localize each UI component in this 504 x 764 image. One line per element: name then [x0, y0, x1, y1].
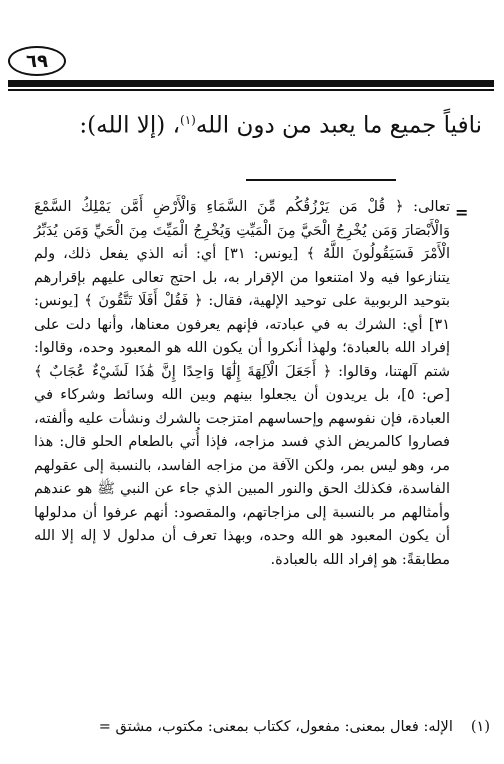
footnote-paragraph: تعالى: ﴿ قُلْ مَن يَرْزُقُكُم مِّنَ السَّمَاءِ وَالْأَرْضِ أَمَّن يَمْلِكُ السَّمْعَ وَالْأَبْصَارَ وَمَن يُخْرِجُ الْحَيَّ مِنَ الْمَيِّتِ وَيُخْرِجُ الْمَيِّتَ مِنَ الْحَيِّ وَمَن يُدَبِّرُ الْأَمْرَ فَسَيَقُولُونَ اللَّهُ ﴾ [يونس: ٣١] أي: أنه الذي يفعل ذلك، ولم يتنازعوا فيه ولا امتنعوا من الإقرار به، بل احتج تعالى عليهم بإقرارهم بتوحيد الربوبية على توحيد الإلهية، فقال: ﴿ فَقُلْ أَفَلَا تَتَّقُونَ ﴾ [يونس: ٣١] أي: الشرك به في عبادته، فإنهم يعرفون معناها، وأنها دلت على إفراد الله بالعبادة؛ ولهذا أنكروا أن يكون الله هو المعبود وحده، وقالوا: شتم آلهتنا، وقالوا: ﴿ أَجَعَلَ الْآلِهَةَ إِلَٰهًا وَاحِدًا إِنَّ هَٰذَا لَشَيْءٌ عُجَابٌ ﴾ [ص: ٥]، بل يريدون أن يجعلوا بينهم وبين الله وسائط وشركاء في العبادة، فإن نفوسهم وإحساسهم امتزجت بالشرك ونشأت عليه وألفته، فصاروا كالمريض الذي فسد مزاجه، فإذا أُتي بالطعام الحلو قال: هذا مر، وهو ليس بمر، ولكن الآفة من مزاجه الفاسد، بالنسبة إلى عقولهم الفاسدة، فكذلك الحق والنور المبين الذي جاء عن النبي ﷺ هو عندهم وأمثالهم مر بالنسبة إلى مزاجاتهم، والمقصود: أنهم عرفوا أن مدلولها أن يكون المعبود هو الله وحده، وبهذا تعرف أن مدلول لا إله إلا الله مطابقةً: هو إفراد الله بالعبادة. — [34, 199, 450, 568]
footnote-two-text: الإله: فعال بمعنى: مفعول، ككتاب بمعنى: مكتوب، مشتق = — [98, 719, 453, 735]
continuation-mark: = — [455, 203, 469, 222]
heading-text-before: نافياً جميع ما يعبد من دون الله — [195, 112, 482, 139]
header-thick-rule — [8, 80, 494, 87]
page-number-badge — [8, 46, 66, 76]
header-thin-rule — [8, 89, 494, 91]
page-number: ٦٩ — [26, 50, 48, 72]
footnote-two — [6, 715, 490, 739]
footnote-separator — [246, 179, 396, 181]
heading-footnote-ref: (١) — [180, 113, 196, 127]
heading-text-after: ، (إلا الله): — [79, 112, 180, 139]
main-heading — [12, 100, 482, 146]
footnote-two-number: (١) — [470, 719, 490, 735]
footnote-block — [34, 196, 450, 572]
